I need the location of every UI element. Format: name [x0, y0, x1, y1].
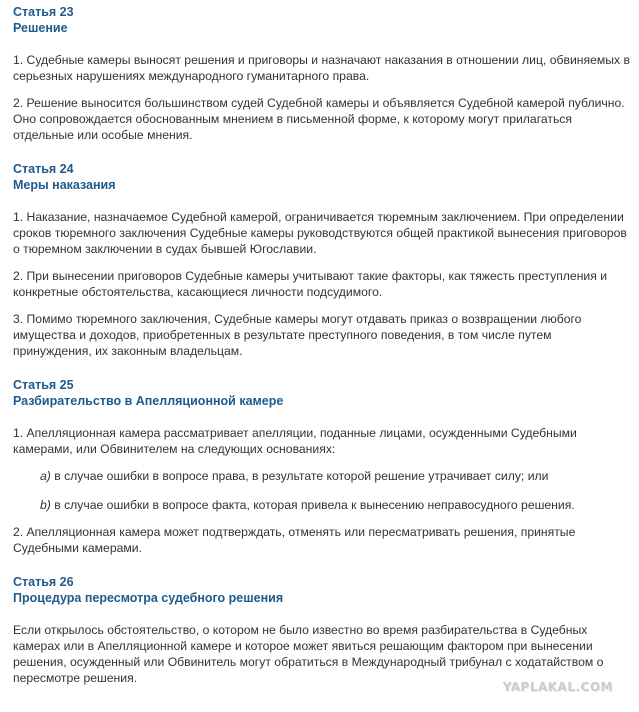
paragraph: Если открылось обстоятельство, о котором не было известно во время разбирательства в Судебных камерах или в Апелляционной камере и которое может явиться решающим фактором при вынесении решения, осужденный или Обвинитель могут обратиться в Международный трибунал с ходатайством о пересмотре решения. [13, 623, 604, 685]
article-title: Решение [13, 21, 68, 35]
article-25 [13, 377, 633, 556]
article-23 [13, 4, 633, 143]
item-text: в случае ошибки в вопросе права, в результате которой решение утрачивает силу; или [50, 469, 549, 483]
list-item [13, 468, 633, 484]
paragraph: 3. Помимо тюремного заключения, Судебные камеры могут отдавать приказ о возвращении любого имущества и доходов, приобретенных в результате преступного поведения, в том числе путем принуждения, их законным владельцам. [13, 312, 582, 358]
paragraph: 2. Апелляционная камера может подтверждать, отменять или пересматривать решения, принятые Судебными камерами. [13, 525, 576, 555]
item-letter: a) [40, 469, 51, 483]
paragraph: 2. При вынесении приговоров Судебные камеры учитывают такие факторы, как тяжесть преступления и конкретные обстоятельства, касающиеся личности подсудимого. [13, 269, 608, 299]
site-watermark: YAPLAKAL.COM [502, 680, 613, 694]
paragraph: 2. Решение выносится большинством судей Судебной камеры и объявляется Судебной камерой публично. Оно сопровождается обоснованным мнением в письменной форме, к которому могут прилагаться отдельные или особые мнения. [13, 96, 625, 142]
article-26 [13, 574, 633, 686]
paragraph: 1. Апелляционная камера рассматривает апелляции, поданные лицами, осужденными Судебными камерами, или Обвинителем на следующих основаниях: [13, 426, 577, 456]
article-title: Разбирательство в Апелляционной камере [13, 394, 284, 408]
article-title: Меры наказания [13, 178, 116, 192]
paragraph: 1. Наказание, назначаемое Судебной камерой, ограничивается тюремным заключением. При определении сроков тюремного заключения Судебные камеры руководствуются общей практикой вынесения приговоров о тюремном заключении в судах бывшей Югославии. [13, 210, 627, 256]
document-body [13, 4, 633, 686]
article-number: Статья 26 [13, 575, 74, 589]
article-title: Процедура пересмотра судебного решения [13, 591, 284, 605]
item-letter: b) [40, 498, 51, 512]
paragraph: 1. Судебные камеры выносят решения и приговоры и назначают наказания в отношении лиц, обвиняемых в серьезных нарушениях международного гуманитарного права. [13, 53, 630, 83]
article-number: Статья 24 [13, 162, 74, 176]
article-number: Статья 25 [13, 378, 74, 392]
list-item [13, 497, 633, 513]
article-number: Статья 23 [13, 5, 74, 19]
article-24 [13, 161, 633, 359]
item-text: в случае ошибки в вопросе факта, которая привела к вынесению неправосудного решения. [50, 498, 575, 512]
